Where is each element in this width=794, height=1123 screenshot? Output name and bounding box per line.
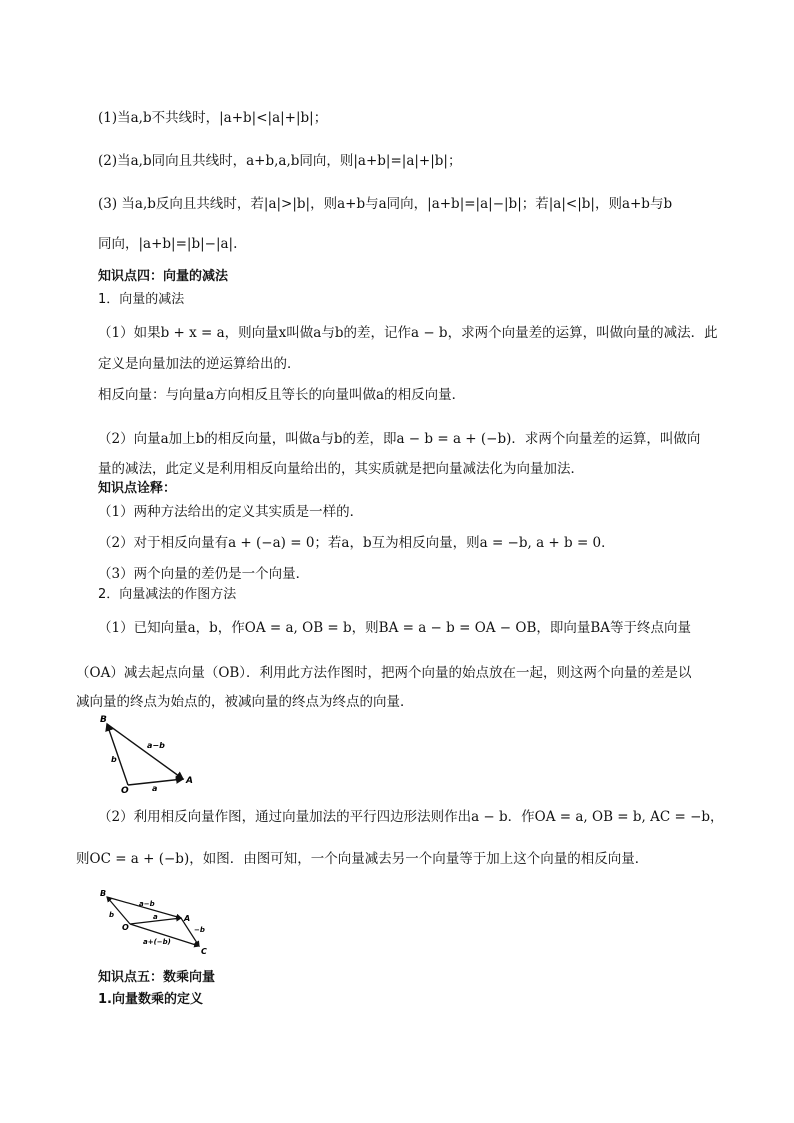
text-line: (3) 当a,b反向且共线时，若|a|>|b|，则a+b与a同向，|a+b|=|a|−|b|；若|a|<|b|，则a+b与b bbox=[98, 196, 673, 212]
section-heading: 知识点五：数乘向量 bbox=[98, 970, 216, 985]
text-line: 减向量的终点为始点的，被减向量的终点为终点的向量． bbox=[76, 694, 414, 710]
text-line: （2）对于相反向量有a + (−a) = 0；若a，b互为相反向量，则a = −b, a + b = 0． bbox=[98, 535, 615, 551]
subsection-heading: 1.向量数乘的定义 bbox=[98, 992, 203, 1007]
figure-vector-subtraction-parallelogram bbox=[95, 886, 220, 958]
subsection-heading: 1．向量的减法 bbox=[98, 292, 185, 307]
subsection-heading: 2．向量减法的作图方法 bbox=[98, 587, 237, 602]
label-b: b bbox=[111, 755, 117, 764]
label-a-plus-neg-b: a+(−b) bbox=[143, 938, 171, 946]
label-b: b bbox=[109, 911, 115, 919]
section-heading: 知识点四：向量的减法 bbox=[98, 269, 229, 284]
text-line: （2）向量a加上b的相反向量，叫做a与b的差，即a − b = a + (−b)．求两个向量差的运算，叫做向 bbox=[98, 431, 701, 447]
text-line: 相反向量：与向量a方向相反且等长的向量叫做a的相反向量． bbox=[98, 387, 466, 403]
text-line: （OA）减去起点向量（OB）．利用此方法作图时，把两个向量的始点放在一起，则这两个向量的差是以 bbox=[76, 665, 692, 681]
label-a-point: A bbox=[186, 776, 193, 786]
text-line: （2）利用相反向量作图，通过向量加法的平行四边形法则作出a − b．作OA = a, OB = b, AC = −b， bbox=[98, 809, 724, 825]
label-a-minus-b: a−b bbox=[147, 741, 165, 750]
figure-vector-subtraction-triangle bbox=[95, 712, 205, 794]
label-o-point: O bbox=[122, 923, 129, 932]
text-line: (1)当a,b不共线时，|a+b|<|a|+|b|； bbox=[98, 110, 328, 126]
text-line: 同向，|a+b|=|b|−|a|. bbox=[98, 236, 238, 252]
text-line: （1）如果b + x = a，则向量x叫做a与b的差，记作a − b，求两个向量差的运算，叫做向量的减法．此 bbox=[98, 325, 718, 341]
text-line: （1）已知向量a，b，作OA = a, OB = b，则BA = a − b = OA − OB，即向量BA等于终点向量 bbox=[98, 620, 692, 636]
text-line: 则OC = a + (−b)，如图．由图可知，一个向量减去另一个向量等于加上这个向量的相反向量． bbox=[76, 851, 649, 867]
text-line: （1）两种方法给出的定义其实质是一样的． bbox=[98, 504, 364, 520]
label-b-point: B bbox=[100, 889, 107, 898]
text-line: （3）两个向量的差仍是一个向量． bbox=[98, 566, 310, 582]
label-c-point: C bbox=[201, 947, 207, 956]
label-a-point: A bbox=[184, 914, 191, 923]
vector-ba bbox=[107, 724, 183, 779]
label-o-point: O bbox=[121, 786, 129, 794]
label-b-point: B bbox=[100, 715, 107, 725]
text-line: (2)当a,b同向且共线时，a+b,a,b同向，则|a+b|=|a|+|b|； bbox=[98, 153, 462, 169]
label-a-minus-b: a−b bbox=[139, 900, 155, 908]
label-a: a bbox=[153, 913, 158, 921]
text-line: 定义是向量加法的逆运算给出的． bbox=[98, 356, 301, 372]
text-line: 量的减法，此定义是利用相反向量给出的，其实质就是把向量减法化为向量加法． bbox=[98, 461, 584, 477]
section-heading: 知识点诠释： bbox=[98, 481, 177, 496]
label-a: a bbox=[152, 784, 158, 793]
label-neg-b: −b bbox=[194, 926, 205, 934]
